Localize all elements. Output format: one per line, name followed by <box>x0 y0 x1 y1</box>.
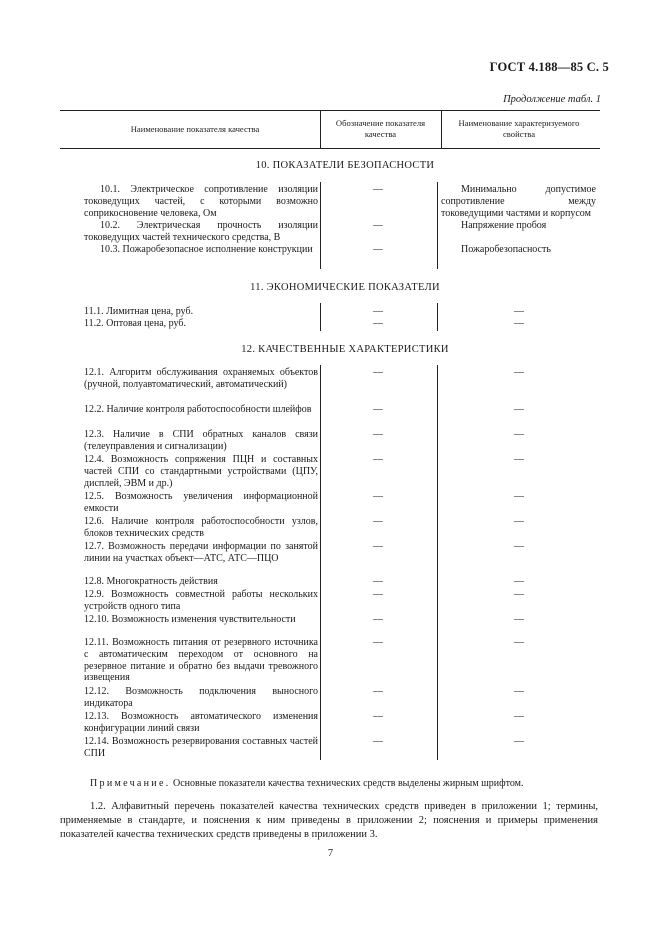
indicator-name: 12.5. Возможность увеличения информационной емкости <box>84 491 318 514</box>
column-header-designation: Обозначение показателя качества <box>335 118 426 139</box>
indicator-property: — <box>514 404 524 415</box>
section-12-divider-2 <box>437 365 438 760</box>
section-title-economic: 11. ЭКОНОМИЧЕСКИЕ ПОКАЗАТЕЛИ <box>250 282 440 293</box>
indicator-property: — <box>514 454 524 465</box>
indicator-designation: — <box>373 576 383 587</box>
indicator-property: — <box>514 367 524 378</box>
table-continuation-label: Продолжение табл. 1 <box>503 94 601 105</box>
body-paragraph <box>60 800 598 842</box>
indicator-property: — <box>514 576 524 587</box>
indicator-designation: — <box>373 516 383 527</box>
table-note <box>90 778 610 789</box>
note-label: Примечание. <box>90 778 171 789</box>
section-title-qualitative: 12. КАЧЕСТВЕННЫЕ ХАРАКТЕРИСТИКИ <box>241 344 449 355</box>
indicator-property: — <box>514 429 524 440</box>
indicator-designation: — <box>373 541 383 552</box>
indicator-name: 12.8. Многократность действия <box>84 576 218 587</box>
indicator-designation: — <box>373 429 383 440</box>
indicator-name: 12.9. Возможность совместной работы нескольких устройств одного типа <box>84 589 318 612</box>
indicator-name: 12.2. Наличие контроля работоспособности шлейфов <box>84 404 312 415</box>
indicator-designation: — <box>373 711 383 722</box>
indicator-name: 12.11. Возможность питания от резервного источника с автоматическим переходом от основного на резервное питание и обратно без выдачи тревожного извещения <box>84 637 318 684</box>
indicator-name: 12.13. Возможность автоматического изменения конфигурации линий связи <box>84 711 318 734</box>
indicator-designation: — <box>373 614 383 625</box>
indicator-property: — <box>514 711 524 722</box>
table-header-rule <box>60 148 600 149</box>
indicator-property: — <box>514 306 524 317</box>
indicator-property: — <box>514 318 524 329</box>
column-header-property: Наименование характеризуемого свойства <box>458 118 580 139</box>
header-divider-2 <box>441 110 442 148</box>
indicator-designation: — <box>373 318 383 329</box>
note-text: Основные показатели качества технических средств выделены жирным шрифтом. <box>173 778 524 789</box>
indicator-property: — <box>514 686 524 697</box>
indicator-name: 11.2. Оптовая цена, руб. <box>84 318 186 329</box>
indicator-name: 10.2. Электрическая прочность изоляции токоведущих частей технического средства, В <box>84 220 318 243</box>
indicator-designation: — <box>373 736 383 747</box>
indicator-name: 12.3. Наличие в СПИ обратных каналов связи (телеуправления и сигнализации) <box>84 429 318 452</box>
paragraph-text: 1.2. Алфавитный перечень показателей качества технических средств приведен в приложении 1; термины, применяемые в стандарте, и пояснения к ним приведены в приложении 2; пояснения и примеры применения показателей качества технических средств приведены в приложении 3. <box>60 801 598 840</box>
page-number: 7 <box>327 848 334 859</box>
indicator-designation: — <box>373 306 383 317</box>
indicator-name: 12.7. Возможность передачи информации по занятой линии на участках объект—АТС, АТС—ПЦО <box>84 541 318 564</box>
indicator-name: 11.1. Лимитная цена, руб. <box>84 306 194 317</box>
section-10-divider-2 <box>437 182 438 269</box>
indicator-designation: — <box>373 367 383 378</box>
indicator-name: 12.1. Алгоритм обслуживания охраняемых объектов (ручной, полуавтоматический, автоматический) <box>84 367 318 390</box>
indicator-property: Напряжение пробоя <box>461 220 547 231</box>
indicator-designation: — <box>373 454 383 465</box>
indicator-name: 12.14. Возможность резервирования составных частей СПИ <box>84 736 318 759</box>
standard-header: ГОСТ 4.188—85 С. 5 <box>489 60 609 74</box>
indicator-name: 10.1. Электрическое сопротивление изоляции токоведущих частей, с которыми возможно соприкосновение человека, Ом <box>84 184 318 219</box>
indicator-property: — <box>514 491 524 502</box>
indicator-designation: — <box>373 404 383 415</box>
indicator-designation: — <box>373 686 383 697</box>
indicator-property: — <box>514 736 524 747</box>
indicator-property: — <box>514 589 524 600</box>
indicator-designation: — <box>373 184 383 195</box>
indicator-property: — <box>514 637 524 648</box>
section-12-divider-1 <box>320 365 321 760</box>
indicator-name: 12.12. Возможность подключения выносного индикатора <box>84 686 318 709</box>
indicator-designation: — <box>373 637 383 648</box>
section-10-divider-1 <box>320 182 321 269</box>
indicator-property: — <box>514 614 524 625</box>
section-11-divider-1 <box>320 303 321 331</box>
indicator-property: — <box>514 516 524 527</box>
indicator-name: 12.6. Наличие контроля работоспособности узлов, блоков технических средств <box>84 516 318 539</box>
indicator-property: — <box>514 541 524 552</box>
indicator-property: Пожаробезопасность <box>461 244 551 255</box>
indicator-property: Минимально допустимое сопротивление между токоведущими частями и корпусом <box>441 184 596 219</box>
section-11-divider-2 <box>437 303 438 331</box>
indicator-designation: — <box>373 589 383 600</box>
indicator-name: 10.3. Пожаробезопасное исполнение конструкции <box>100 244 313 255</box>
indicator-designation: — <box>373 491 383 502</box>
indicator-name: 12.4. Возможность сопряжения ПЦН и составных частей СПИ со стандартными устройствами (ЦПУ, дисплей, ЭВМ и др.) <box>84 454 318 489</box>
indicator-designation: — <box>373 244 383 255</box>
section-title-safety: 10. ПОКАЗАТЕЛИ БЕЗОПАСНОСТИ <box>255 160 435 171</box>
table-top-rule <box>60 110 600 111</box>
indicator-name: 12.10. Возможность изменения чувствительности <box>84 614 296 625</box>
indicator-designation: — <box>373 220 383 231</box>
column-header-name: Наименование показателя качества <box>130 124 260 134</box>
